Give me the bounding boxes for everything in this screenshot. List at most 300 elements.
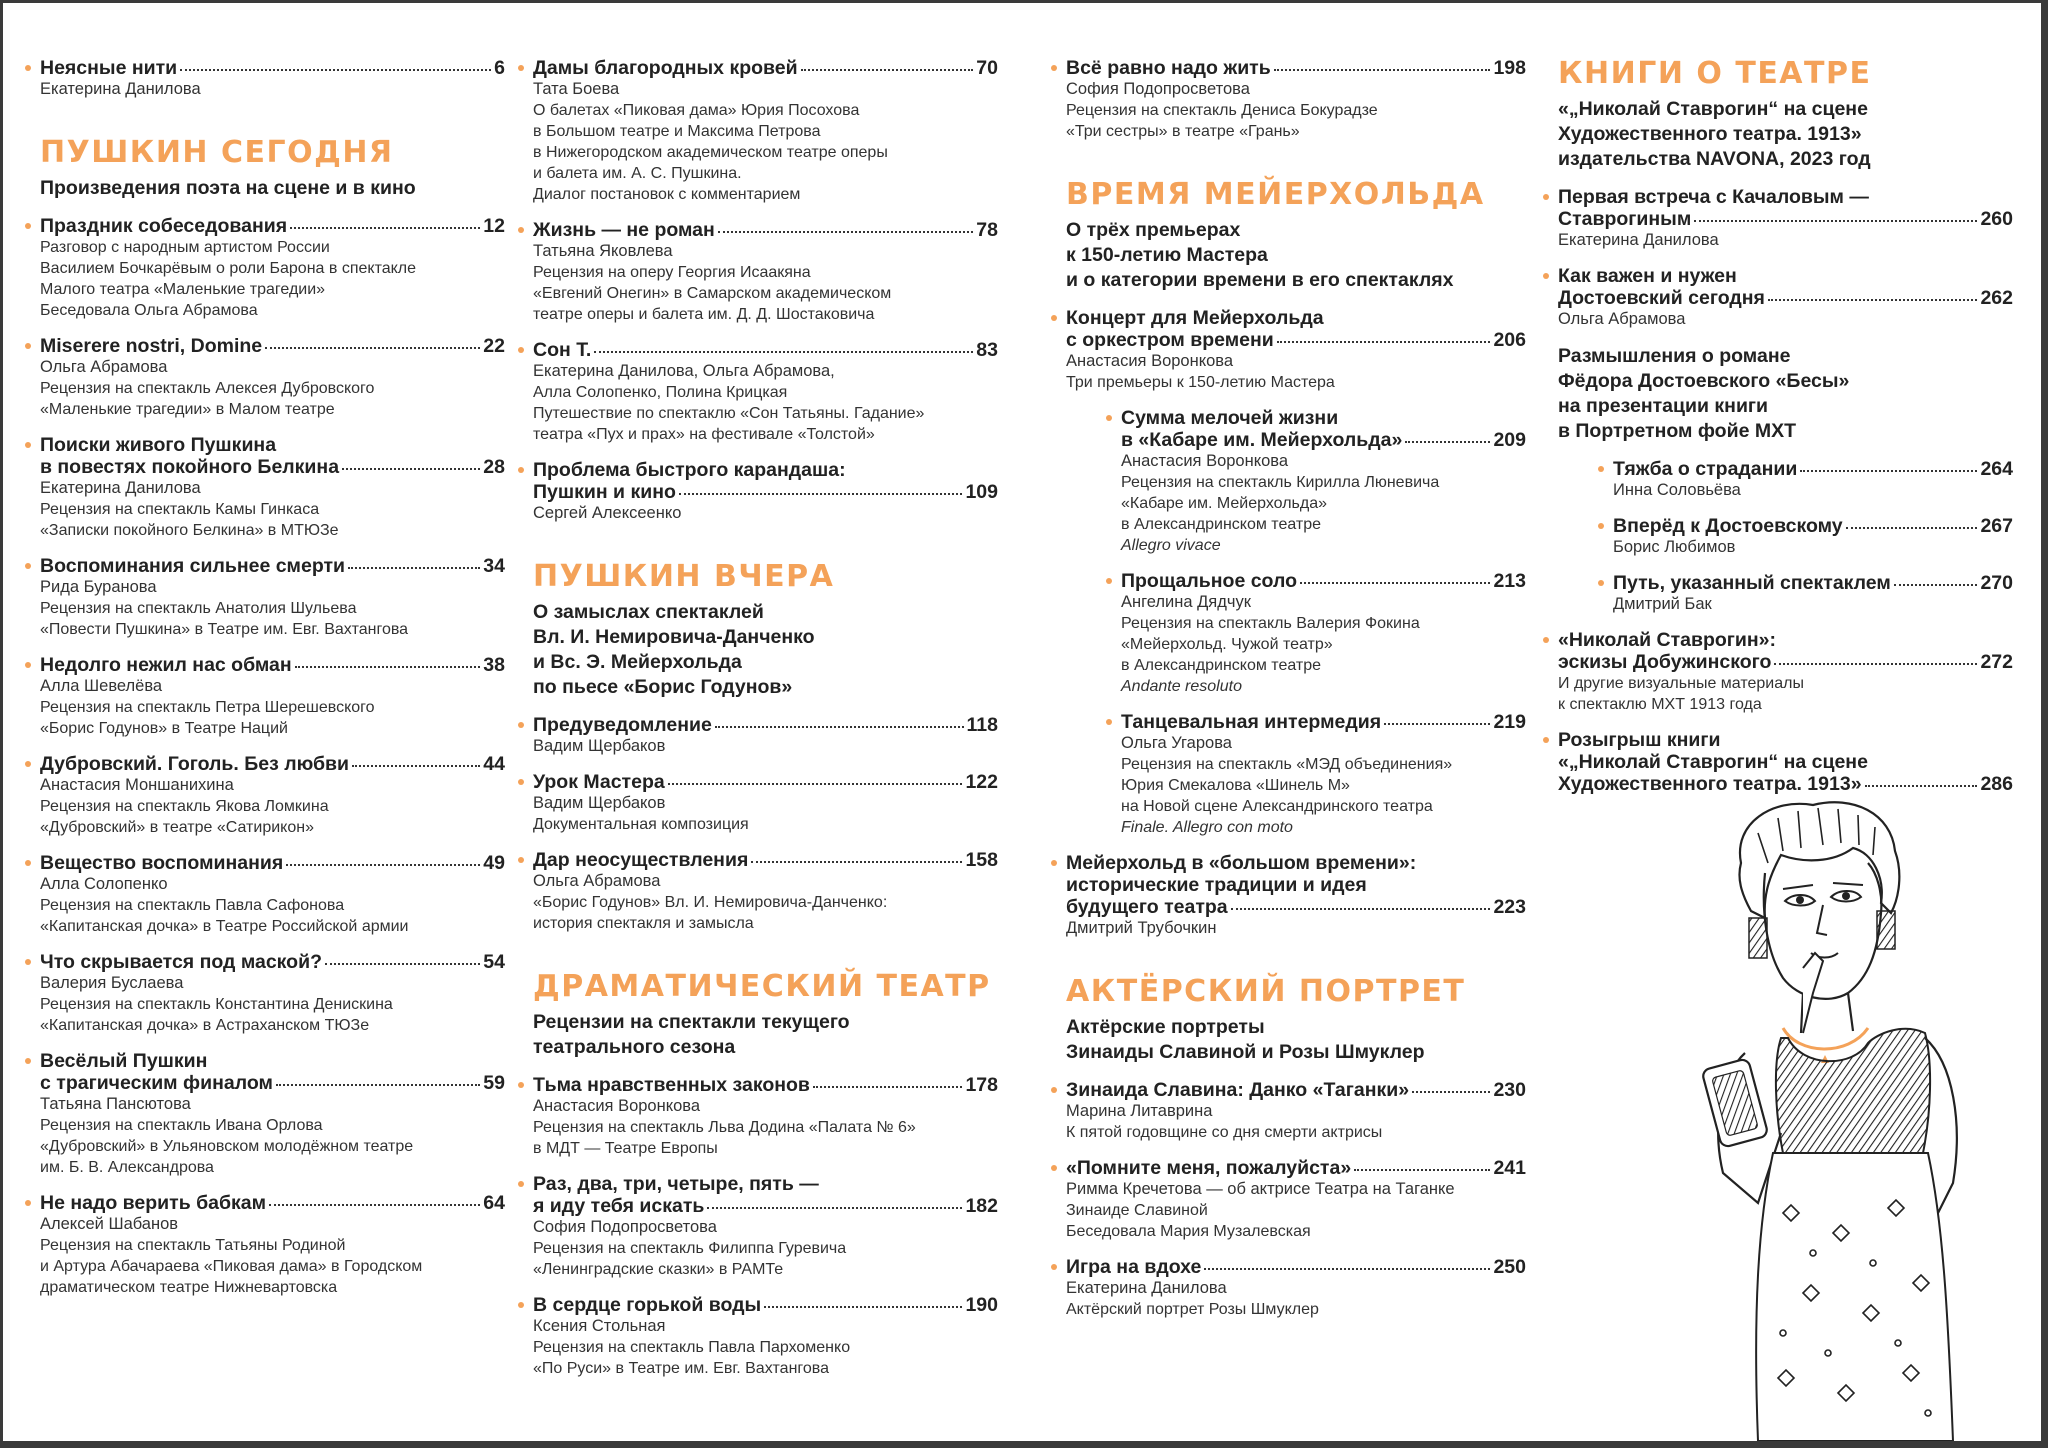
subtitle-line: по пьесе «Борис Годунов» bbox=[533, 676, 793, 698]
title-line bbox=[1558, 651, 2013, 673]
dot-leader bbox=[276, 1083, 480, 1086]
toc-entry-title[interactable] bbox=[40, 1192, 505, 1214]
title-line bbox=[1558, 287, 2013, 309]
section-heading: ДРАМАТИЧЕСКИЙ ТЕАТР bbox=[533, 969, 991, 1004]
title-text: Miserere nostri, Domine bbox=[40, 335, 263, 357]
toc-entry-description: «Дубровский» в театре «Сатирикон» bbox=[40, 819, 314, 836]
title-line bbox=[40, 1192, 505, 1214]
toc-entry-description: Беседовала Ольга Абрамова bbox=[40, 302, 258, 319]
toc-entry-title[interactable] bbox=[1121, 711, 1526, 733]
dot-leader bbox=[342, 467, 480, 470]
toc-entry[interactable] bbox=[533, 714, 998, 757]
toc-entry-title[interactable] bbox=[40, 555, 505, 577]
toc-entry-title[interactable] bbox=[533, 1074, 998, 1096]
toc-entry-description: «Маленькие трагедии» в Малом театре bbox=[40, 401, 335, 418]
page-number: 12 bbox=[483, 215, 505, 237]
toc-entry-description: Рецензия на спектакль Кирилла Люневича bbox=[1121, 474, 1440, 491]
toc-entry-title[interactable] bbox=[40, 852, 505, 874]
title-line bbox=[533, 57, 998, 79]
bullet-icon bbox=[1106, 415, 1112, 421]
toc-entry-description: «Кабаре им. Мейерхольда» bbox=[1121, 495, 1328, 512]
page-number: 64 bbox=[483, 1192, 505, 1214]
page-number: 230 bbox=[1493, 1079, 1526, 1101]
toc-entry-author: Татьяна Пансютова bbox=[40, 1095, 191, 1113]
toc-entry[interactable] bbox=[533, 339, 998, 445]
toc-entry-title[interactable] bbox=[533, 339, 998, 361]
dot-leader bbox=[1354, 1168, 1490, 1171]
toc-entry-description: Три премьеры к 150-летию Мастера bbox=[1066, 374, 1335, 391]
toc-entry-description: «Евгений Онегин» в Самарском академическом bbox=[533, 285, 892, 302]
section-heading: ПУШКИН ВЧЕРА bbox=[533, 559, 835, 594]
toc-entry-description: Рецензия на спектакль Камы Гинкаса bbox=[40, 501, 320, 518]
title-text: Праздник собеседования bbox=[40, 215, 288, 237]
toc-entry-description: Рецензия на спектакль Филиппа Гуревича bbox=[533, 1240, 847, 1257]
title-line bbox=[1613, 458, 2013, 480]
title-line bbox=[40, 654, 505, 676]
toc-entry-title[interactable] bbox=[40, 215, 505, 237]
toc-entry[interactable] bbox=[1558, 629, 2013, 715]
toc-entry-description: О балетах «Пиковая дама» Юрия Посохова bbox=[533, 102, 860, 119]
toc-entry-description: К пятой годовщине со дня смерти актрисы bbox=[1066, 1124, 1383, 1141]
toc-entry-author: Вадим Щербаков bbox=[533, 794, 666, 812]
toc-entry[interactable] bbox=[1613, 515, 2013, 558]
title-line bbox=[1121, 570, 1526, 592]
bullet-icon bbox=[1598, 466, 1604, 472]
dot-leader bbox=[801, 68, 974, 71]
bullet-icon bbox=[1543, 737, 1549, 743]
toc-entry[interactable] bbox=[1558, 729, 2013, 795]
title-line bbox=[1121, 429, 1526, 451]
toc-entry-description: «По Руси» в Театре им. Евг. Вахтангова bbox=[533, 1360, 829, 1377]
title-line bbox=[40, 456, 505, 478]
section-subtitle bbox=[533, 600, 998, 700]
title-line bbox=[533, 1195, 998, 1217]
block-line: на презентации книги bbox=[1558, 395, 1769, 417]
bullet-icon bbox=[25, 223, 31, 229]
toc-entry-description: Разговор с народным артистом России bbox=[40, 239, 330, 256]
toc-entry-description: им. Б. В. Александрова bbox=[40, 1159, 214, 1176]
toc-entry-title[interactable] bbox=[40, 753, 505, 775]
toc-entry[interactable] bbox=[533, 849, 998, 934]
title-text: Предуведомление bbox=[533, 714, 712, 736]
dot-leader bbox=[764, 1305, 962, 1308]
toc-entry-author: София Подопросветова bbox=[533, 1218, 717, 1236]
toc-entry[interactable] bbox=[40, 654, 505, 739]
subtitle-line: «„Николай Ставрогин“ на сцене bbox=[1558, 98, 1868, 120]
title-text: Тьма нравственных законов bbox=[533, 1074, 810, 1096]
toc-entry[interactable] bbox=[533, 771, 998, 835]
toc-entry-description: И другие визуальные материалы bbox=[1558, 675, 1804, 692]
title-text: Вещество воспоминания bbox=[40, 852, 284, 874]
toc-entry-title[interactable] bbox=[1558, 265, 2013, 309]
bullet-icon bbox=[1106, 719, 1112, 725]
title-text: Проблема быстрого карандаша: bbox=[533, 459, 846, 481]
subtitle-line: О замыслах спектаклей bbox=[533, 601, 764, 623]
toc-entry-title[interactable] bbox=[40, 654, 505, 676]
toc-entry-description: и Артура Абачараева «Пиковая дама» в Городском bbox=[40, 1258, 423, 1275]
subtitle-line: и Вс. Э. Мейерхольда bbox=[533, 651, 742, 673]
bullet-icon bbox=[1051, 1165, 1057, 1171]
page-number: 118 bbox=[966, 714, 998, 736]
title-text: Зинаида Славина: Данко «Таганки» bbox=[1066, 1079, 1410, 1101]
title-text: Поиски живого Пушкина bbox=[40, 434, 277, 456]
toc-entry-description: Василием Бочкарёвым о роли Барона в спектакле bbox=[40, 260, 417, 277]
page-number: 264 bbox=[1980, 458, 2013, 480]
page-number: 250 bbox=[1493, 1256, 1526, 1278]
dot-leader bbox=[348, 566, 480, 569]
toc-entry-title[interactable] bbox=[1066, 1157, 1526, 1179]
page-number: 83 bbox=[976, 339, 998, 361]
bullet-icon bbox=[1051, 65, 1057, 71]
title-line bbox=[40, 852, 505, 874]
title-line bbox=[40, 215, 505, 237]
dot-leader bbox=[1274, 68, 1491, 71]
title-line bbox=[533, 714, 998, 736]
toc-entry-description: «Три сестры» в театре «Грань» bbox=[1066, 123, 1300, 140]
toc-entry-title[interactable] bbox=[533, 459, 998, 503]
title-text: Весёлый Пушкин bbox=[40, 1050, 208, 1072]
toc-entry-author: Валерия Буслаева bbox=[40, 974, 184, 992]
toc-entry-description: Рецензия на спектакль Ивана Орлова bbox=[40, 1117, 323, 1134]
dot-leader bbox=[180, 68, 491, 71]
title-text: в повестях покойного Белкина bbox=[40, 456, 340, 478]
toc-entry-description: Малого театра «Маленькие трагедии» bbox=[40, 281, 326, 298]
toc-entry[interactable] bbox=[1121, 407, 1526, 556]
title-line bbox=[533, 219, 998, 241]
bullet-icon bbox=[1051, 315, 1057, 321]
toc-entry-title[interactable] bbox=[40, 1050, 505, 1094]
section-subtitle bbox=[1066, 1015, 1526, 1065]
bullet-icon bbox=[518, 1302, 524, 1308]
toc-entry-title[interactable] bbox=[1558, 186, 2013, 230]
toc-entry[interactable] bbox=[40, 852, 505, 937]
toc-entry-description: «Капитанская дочка» в Астраханском ТЮЗе bbox=[40, 1017, 370, 1034]
page-number: 241 bbox=[1493, 1157, 1526, 1179]
toc-entry-title[interactable] bbox=[1613, 515, 2013, 537]
bullet-icon bbox=[1598, 523, 1604, 529]
toc-entry[interactable] bbox=[40, 434, 505, 541]
toc-entry[interactable] bbox=[533, 57, 998, 205]
dot-leader bbox=[1768, 298, 1978, 301]
toc-entry[interactable] bbox=[1613, 572, 2013, 615]
toc-entry-description: в Нижегородском академическом театре оперы bbox=[533, 144, 888, 161]
section-header bbox=[533, 560, 998, 700]
title-text: будущего театра bbox=[1066, 896, 1228, 918]
page-number: 49 bbox=[483, 852, 505, 874]
section-subtitle bbox=[533, 1010, 998, 1060]
section-subtitle bbox=[1066, 218, 1526, 293]
toc-entry-title[interactable] bbox=[40, 434, 505, 478]
toc-entry[interactable] bbox=[40, 215, 505, 321]
toc-entry-title[interactable] bbox=[1613, 458, 2013, 480]
section-heading: АКТЁРСКИЙ ПОРТРЕТ bbox=[1066, 974, 1466, 1009]
page-number: 213 bbox=[1493, 570, 1526, 592]
title-line bbox=[533, 339, 998, 361]
toc-entry-author: Ольга Угарова bbox=[1121, 734, 1232, 752]
title-line bbox=[533, 1074, 998, 1096]
dot-leader bbox=[265, 346, 480, 349]
toc-entry-title[interactable] bbox=[1121, 407, 1526, 451]
toc-entry[interactable] bbox=[40, 753, 505, 838]
dot-leader bbox=[751, 860, 962, 863]
title-text: «Николай Ставрогин»: bbox=[1558, 629, 1776, 651]
toc-entry-description: Рецензия на спектакль Константина Денискина bbox=[40, 996, 393, 1013]
page-number: 54 bbox=[483, 951, 505, 973]
toc-entry-title[interactable] bbox=[1613, 572, 2013, 594]
toc-entry[interactable] bbox=[533, 459, 998, 524]
toc-column-2 bbox=[533, 57, 998, 1393]
toc-entry-author: Екатерина Данилова bbox=[40, 80, 201, 98]
title-line bbox=[533, 771, 998, 793]
toc-entry[interactable] bbox=[1066, 1256, 1526, 1320]
toc-entry-description: Алла Солопенко, Полина Крицкая bbox=[533, 384, 788, 401]
bullet-icon bbox=[1051, 860, 1057, 866]
title-line bbox=[40, 555, 505, 577]
toc-entry-title[interactable] bbox=[1066, 307, 1526, 351]
page-number: 219 bbox=[1493, 711, 1526, 733]
dot-leader bbox=[1384, 722, 1490, 725]
title-line bbox=[40, 335, 505, 357]
toc-entry-author: Екатерина Данилова bbox=[40, 479, 201, 497]
dot-leader bbox=[1846, 526, 1978, 529]
toc-entry-author: Вадим Щербаков bbox=[533, 737, 666, 755]
title-text: Прощальное соло bbox=[1121, 570, 1298, 592]
dot-leader bbox=[668, 782, 963, 785]
dot-leader bbox=[813, 1085, 963, 1088]
dot-leader bbox=[1800, 469, 1977, 472]
dot-leader bbox=[1405, 440, 1490, 443]
toc-entry-description: драматическом театре Нижневартовска bbox=[40, 1279, 338, 1296]
title-text: Танцевальная интермедия bbox=[1121, 711, 1382, 733]
page-number: 70 bbox=[976, 57, 998, 79]
title-text: Как важен и нужен bbox=[1558, 265, 1737, 287]
title-text: Достоевский сегодня bbox=[1558, 287, 1765, 309]
toc-entry-title[interactable] bbox=[1066, 1079, 1526, 1101]
toc-entry[interactable] bbox=[533, 219, 998, 325]
bullet-icon bbox=[1598, 580, 1604, 586]
toc-entry-title[interactable] bbox=[533, 714, 998, 736]
toc-entry[interactable] bbox=[40, 57, 505, 100]
title-text: в «Кабаре им. Мейерхольда» bbox=[1121, 429, 1403, 451]
toc-entry-description: театре оперы и балета им. Д. Д. Шостаковича bbox=[533, 306, 875, 323]
section-header bbox=[1066, 178, 1526, 293]
bullet-icon bbox=[1106, 578, 1112, 584]
bullet-icon bbox=[518, 227, 524, 233]
title-text: «„Николай Ставрогин“ на сцене bbox=[1558, 751, 1868, 773]
bullet-icon bbox=[1543, 194, 1549, 200]
toc-entry-author: Алла Шевелёва bbox=[40, 677, 163, 695]
toc-entry-description: Путешествие по спектаклю «Сон Татьяны. Гадание» bbox=[533, 405, 925, 422]
toc-entry-description: «Дубровский» в Ульяновском молодёжном театре bbox=[40, 1138, 414, 1155]
toc-entry-description: в Александринском театре bbox=[1121, 516, 1322, 533]
toc-entry-title[interactable] bbox=[40, 335, 505, 357]
bullet-icon bbox=[25, 662, 31, 668]
toc-entry[interactable] bbox=[1121, 570, 1526, 697]
toc-entry-description: в Большом театре и Максима Петрова bbox=[533, 123, 821, 140]
bullet-icon bbox=[25, 761, 31, 767]
toc-entry-description: Рецензия на спектакль Дениса Бокурадзе bbox=[1066, 102, 1378, 119]
toc-entry-title[interactable] bbox=[1558, 729, 2013, 795]
toc-entry-description: Зинаиде Славиной bbox=[1066, 1202, 1208, 1219]
bullet-icon bbox=[1543, 637, 1549, 643]
subtitle-line: Художественного театра. 1913» bbox=[1558, 123, 1862, 145]
dot-leader bbox=[715, 725, 964, 728]
toc-entry-title[interactable] bbox=[1066, 57, 1526, 79]
toc-column-4 bbox=[1558, 57, 2013, 809]
section-header bbox=[533, 970, 998, 1060]
section-header bbox=[1066, 975, 1526, 1065]
bullet-icon bbox=[1051, 1087, 1057, 1093]
toc-entry-title[interactable] bbox=[1558, 629, 2013, 673]
title-text: Дар неосуществления bbox=[533, 849, 749, 871]
page-number: 272 bbox=[1980, 651, 2013, 673]
toc-entry[interactable] bbox=[40, 335, 505, 420]
title-text: Мейерхольд в «большом времени»: bbox=[1066, 852, 1417, 874]
toc-entry[interactable] bbox=[40, 555, 505, 640]
page-number: 158 bbox=[965, 849, 998, 871]
toc-entry[interactable] bbox=[1066, 307, 1526, 393]
toc-entry-title[interactable] bbox=[40, 57, 505, 79]
toc-entry[interactable] bbox=[1558, 186, 2013, 251]
toc-entry-title[interactable] bbox=[533, 1294, 998, 1316]
dot-leader bbox=[1412, 1090, 1490, 1093]
page-number: 198 bbox=[1493, 57, 1526, 79]
title-text: Ставрогиным bbox=[1558, 208, 1692, 230]
toc-entry-description: «Ленинградские сказки» в РАМТе bbox=[533, 1261, 784, 1278]
toc-entry-description: «Борис Годунов» Вл. И. Немировича-Данченко: bbox=[533, 894, 888, 911]
bullet-icon bbox=[518, 1082, 524, 1088]
title-text: Пушкин и кино bbox=[533, 481, 676, 503]
toc-entry[interactable] bbox=[1558, 265, 2013, 330]
bullet-icon bbox=[518, 1181, 524, 1187]
dot-leader bbox=[1277, 340, 1491, 343]
toc-entry-title[interactable] bbox=[533, 1173, 998, 1217]
page-number: 206 bbox=[1493, 329, 1526, 351]
toc-entry[interactable] bbox=[533, 1294, 998, 1379]
title-line bbox=[1066, 329, 1526, 351]
toc-entry-title[interactable] bbox=[1066, 852, 1526, 918]
toc-entry[interactable] bbox=[1121, 711, 1526, 838]
section-heading: ПУШКИН СЕГОДНЯ bbox=[40, 135, 394, 170]
toc-entry-author: Римма Кречетова — об актрисе Театра на Таганке bbox=[1066, 1180, 1455, 1198]
toc-entry-description: Рецензия на спектакль Якова Ломкина bbox=[40, 798, 329, 815]
toc-column-1 bbox=[40, 57, 505, 1312]
toc-entry-description: Рецензия на спектакль «МЭД объединения» bbox=[1121, 756, 1453, 773]
toc-entry-description: Беседовала Мария Музалевская bbox=[1066, 1223, 1311, 1240]
toc-entry-title[interactable] bbox=[533, 57, 998, 79]
page-number: 262 bbox=[1980, 287, 2013, 309]
dot-leader bbox=[718, 230, 973, 233]
toc-entry-description: Рецензия на спектакль Татьяны Родиной bbox=[40, 1237, 346, 1254]
toc-entry-title[interactable] bbox=[1066, 1256, 1526, 1278]
toc-entry-description: Юрия Смекалова «Шинель М» bbox=[1121, 777, 1350, 794]
toc-entry-author: Анастасия Моншанихина bbox=[40, 776, 234, 794]
page-number: 122 bbox=[965, 771, 998, 793]
toc-entry-author: Татьяна Яковлева bbox=[533, 242, 673, 260]
subtitle-line: Произведения поэта на сцене и в кино bbox=[40, 177, 416, 199]
toc-entry[interactable] bbox=[1613, 458, 2013, 501]
dot-leader bbox=[1894, 583, 1978, 586]
toc-entry-author: Анастасия Воронкова bbox=[1066, 352, 1234, 370]
toc-entry-author: Алексей Шабанов bbox=[40, 1215, 179, 1233]
title-text: Игра на вдохе bbox=[1066, 1256, 1202, 1278]
toc-entry[interactable] bbox=[1066, 1157, 1526, 1242]
toc-entry[interactable] bbox=[1066, 1079, 1526, 1143]
title-text: Недолго нежил нас обман bbox=[40, 654, 292, 676]
title-text: Раз, два, три, четыре, пять — bbox=[533, 1173, 819, 1195]
toc-entry-author: Ольга Абрамова bbox=[40, 358, 168, 376]
toc-entry[interactable] bbox=[1066, 852, 1526, 939]
title-line bbox=[1066, 1157, 1526, 1179]
toc-page bbox=[3, 3, 2041, 1441]
toc-entry-author: София Подопросветова bbox=[1066, 80, 1250, 98]
title-text: Сон Т. bbox=[533, 339, 592, 361]
bullet-icon bbox=[518, 347, 524, 353]
title-text: Тяжба о страдании bbox=[1613, 458, 1798, 480]
title-line bbox=[1613, 515, 2013, 537]
bullet-icon bbox=[25, 65, 31, 71]
toc-entry-author: Екатерина Данилова bbox=[1558, 231, 1719, 249]
toc-entry-title[interactable] bbox=[533, 219, 998, 241]
toc-entry[interactable] bbox=[40, 1050, 505, 1178]
page-number: 34 bbox=[483, 555, 505, 577]
subtitle-line: Вл. И. Немировича-Данченко bbox=[533, 626, 815, 648]
title-text: Воспоминания сильнее смерти bbox=[40, 555, 346, 577]
toc-entry-description: Рецензия на спектакль Валерия Фокина bbox=[1121, 615, 1420, 632]
bullet-icon bbox=[518, 65, 524, 71]
title-text: Сумма мелочей жизни bbox=[1121, 407, 1339, 429]
dot-leader bbox=[1774, 662, 1977, 665]
toc-entry-description: «Мейерхольд. Чужой театр» bbox=[1121, 636, 1333, 653]
page-number: 178 bbox=[965, 1074, 998, 1096]
toc-entry[interactable] bbox=[1066, 57, 1526, 142]
page-number: 59 bbox=[483, 1072, 505, 1094]
toc-entry-title[interactable] bbox=[533, 771, 998, 793]
toc-entry-author: Борис Любимов bbox=[1613, 538, 1736, 556]
toc-entry-author: Ольга Абрамова bbox=[1558, 310, 1686, 328]
section-heading: КНИГИ О ТЕАТРЕ bbox=[1558, 56, 1872, 91]
subtitle-line: О трёх премьерах bbox=[1066, 219, 1241, 241]
title-text: Путь, указанный спектаклем bbox=[1613, 572, 1891, 594]
toc-entry-title[interactable] bbox=[533, 849, 998, 871]
dot-leader bbox=[679, 492, 963, 495]
toc-entry[interactable] bbox=[40, 1192, 505, 1298]
toc-entry-title[interactable] bbox=[1121, 570, 1526, 592]
bullet-icon bbox=[1051, 1264, 1057, 1270]
toc-entry-title[interactable] bbox=[40, 951, 505, 973]
toc-entry[interactable] bbox=[40, 951, 505, 1036]
title-text: Дамы благородных кровей bbox=[533, 57, 798, 79]
dot-leader bbox=[1694, 219, 1977, 222]
title-text: с оркестром времени bbox=[1066, 329, 1274, 351]
title-text: Первая встреча с Качаловым — bbox=[1558, 186, 1869, 208]
title-line bbox=[40, 951, 505, 973]
subtitle-line: Зинаиды Славиной и Розы Шмуклер bbox=[1066, 1041, 1425, 1063]
toc-entry-description: Рецензия на оперу Георгия Исаакяна bbox=[533, 264, 811, 281]
page-number: 182 bbox=[965, 1195, 998, 1217]
page-number: 109 bbox=[965, 481, 998, 503]
toc-entry-description: Рецензия на спектакль Алексея Дубровского bbox=[40, 380, 375, 397]
title-line bbox=[40, 57, 505, 79]
title-text: Дубровский. Гоголь. Без любви bbox=[40, 753, 350, 775]
toc-entry[interactable] bbox=[533, 1074, 998, 1159]
toc-entry[interactable] bbox=[533, 1173, 998, 1280]
title-text: эскизы Добужинского bbox=[1558, 651, 1772, 673]
toc-entry-description: театра «Пух и прах» на фестивале «Толстой» bbox=[533, 426, 875, 443]
bullet-icon bbox=[25, 860, 31, 866]
toc-entry-description: «Записки покойного Белкина» в МТЮЗе bbox=[40, 522, 339, 539]
title-text: Вперёд к Достоевскому bbox=[1613, 515, 1843, 537]
